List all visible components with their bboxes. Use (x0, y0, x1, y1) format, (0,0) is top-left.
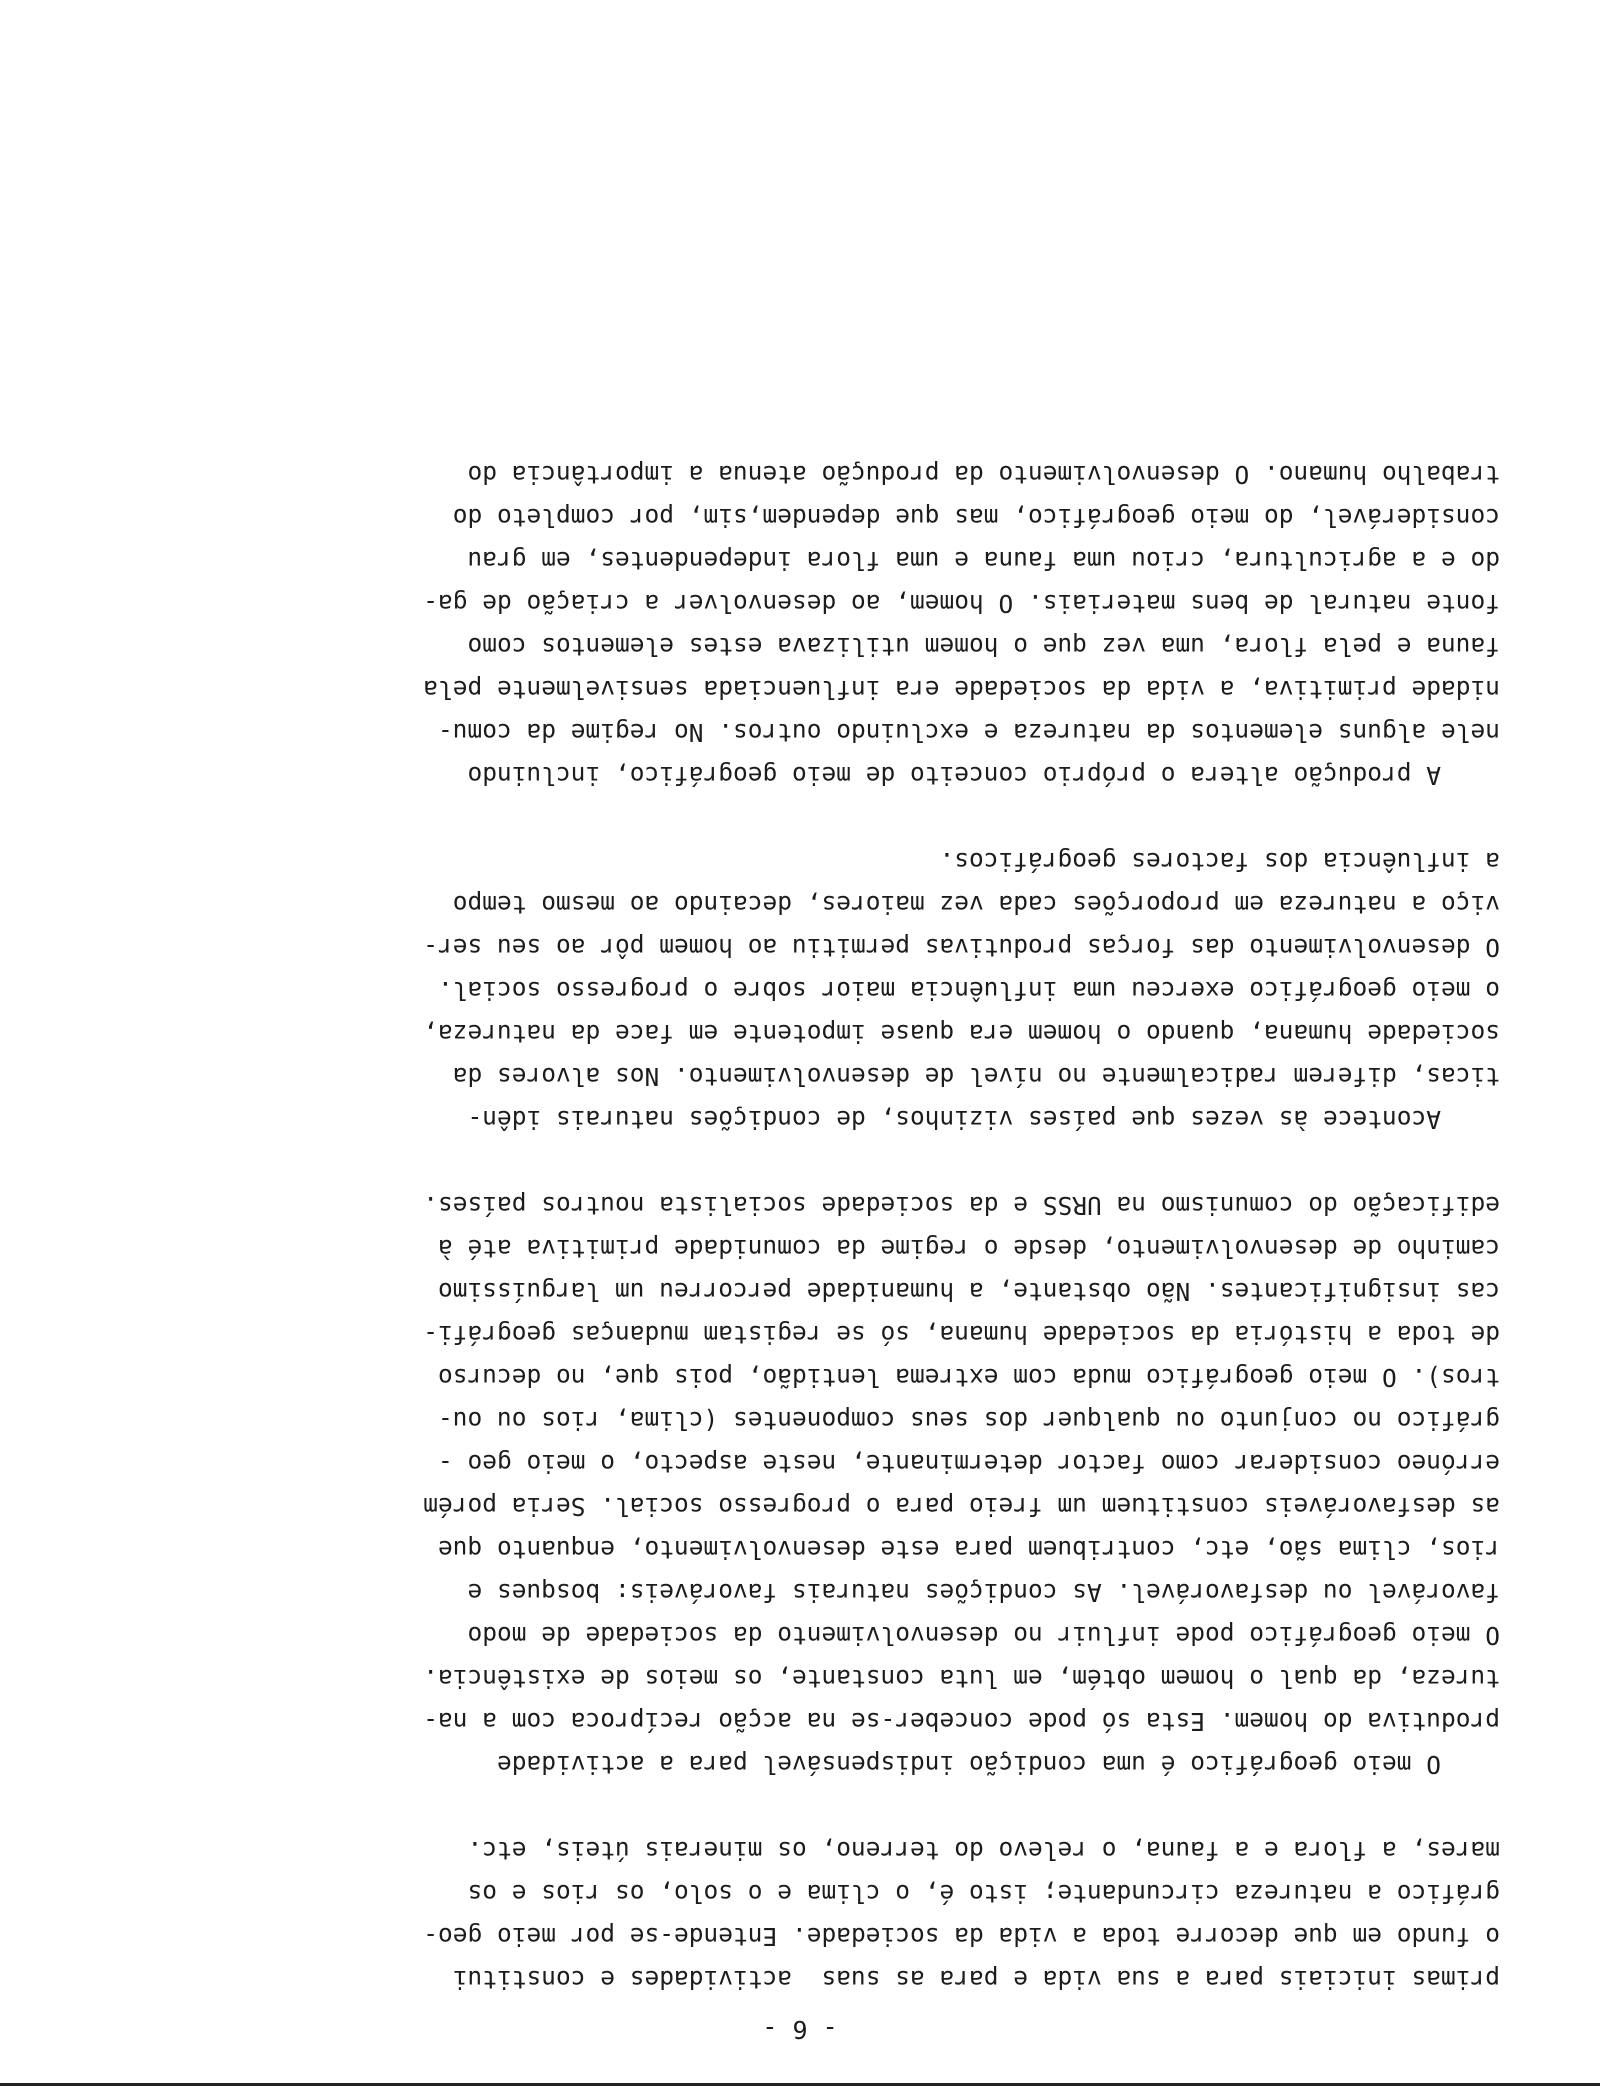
text-line: erróneo considerar como factor determinante, neste aspecto, o meio geo - (437, 1449, 1500, 1478)
text-line: A produção altera o próprio conceito de meio geográfico, incluindo (467, 761, 1500, 790)
text-line: o meio geográfico exerceu uma influência maior sobre o progresso social. (437, 976, 1500, 1005)
text-line: edificação do comunismo na URSS e da sociedade socialista noutros países. (423, 1191, 1500, 1220)
text-line: considerável, do meio geográfico, mas que dependem,sim, por completo do (452, 503, 1500, 532)
body-text (60, 453, 1500, 2001)
text-line: as desfavoráveis constituem um freio para o progresso social. Seria porém (423, 1492, 1500, 1521)
text-line: gráfico a natureza circundante; isto é, o clima e o solo, os rios e os (467, 1879, 1500, 1908)
page-number: - 6 - (762, 2015, 838, 2044)
text-line: de toda a história da sociedade humana, só se registam mudanças geográfi- (423, 1320, 1500, 1349)
text-line: nele alguns elementos da natureza e excluindo outros. No regime da comu- (437, 718, 1500, 747)
text-line: fonte natural de bens materiais. O homem, ao desenvolver a criação de ga- (423, 589, 1500, 618)
text-line: fauna e pela flora, uma vez que o homem utilizava estes elementos como (467, 632, 1500, 661)
text-line: nidade primitiva, a vida da sociedade era influenciada sensivelmente pela (423, 675, 1500, 704)
text-line: produtiva do homem. Esta só pode conceber-se na acção recíproca com a na- (423, 1707, 1500, 1736)
text-line: primas iniciais para a sua vida e para as suas actividades e constitui (452, 1965, 1500, 1994)
text-line: sociedade humana, quando o homem era quase impotente em face da natureza, (423, 1019, 1500, 1048)
paragraph-gap (60, 1786, 1500, 1829)
text-line: gráfico no conjunto ou qualquer dos seus componentes (clima, rios ou ou- (437, 1406, 1500, 1435)
text-line: mares, a flora e a fauna, o relevo do terreno, os minerais úteis, etc. (467, 1836, 1500, 1865)
text-line: tros). O meio geográfico muda com extrema lentidão, pois que, no decurso (437, 1363, 1500, 1392)
text-line: cas insignificantes. Não obstante, a humanidade percorreu um larguíssimo (437, 1277, 1500, 1306)
text-line: a influência dos factores geográficos. (939, 847, 1500, 876)
text-line: viço a natureza em proporções cada vez maiores, decaindo ao mesmo tempo (452, 890, 1500, 919)
text-line: tureza, da qual o homem obtém, em luta constante, os meios de existência. (423, 1664, 1500, 1693)
text-line: rios, clima são, etc, contribuem para este desenvolvimento, enquanto que (437, 1535, 1500, 1564)
text-line: o fundo em que decorre toda a vida da sociedade. Entende-se por meio geo- (423, 1922, 1500, 1951)
text-line: caminho de desenvolvimento, desde o regime da comunidade primitiva até à (437, 1234, 1500, 1263)
text-line: trabalho humano. O desenvolvimento da produção atenua a importância do (467, 460, 1500, 489)
top-rule (0, 2083, 1600, 2086)
paragraph-gap (60, 1141, 1500, 1184)
text-line: O meio geográfico pode influir no desenvolvimento da sociedade de modo (467, 1621, 1500, 1650)
paragraph-gap (60, 797, 1500, 840)
text-line: favorável ou desfavorável. As condições naturais favoráveis: bosques e (467, 1578, 1500, 1607)
text-line: ticas, diferem radicalmente no nível de desenvolvimento. Nos alvores da (452, 1062, 1500, 1091)
text-line: do e a agricultura, criou uma fauna e uma flora independentes, em grau (467, 546, 1500, 575)
text-line: O desenvolvimento das forças produtivas permitiu ao homem pôr ao seu ser- (423, 933, 1500, 962)
text-line: Acontece às vezes que países vizinhos, de condições naturais idên- (467, 1105, 1500, 1134)
text-line: O meio geográfico é uma condição indispensável para a actividade (496, 1750, 1500, 1779)
